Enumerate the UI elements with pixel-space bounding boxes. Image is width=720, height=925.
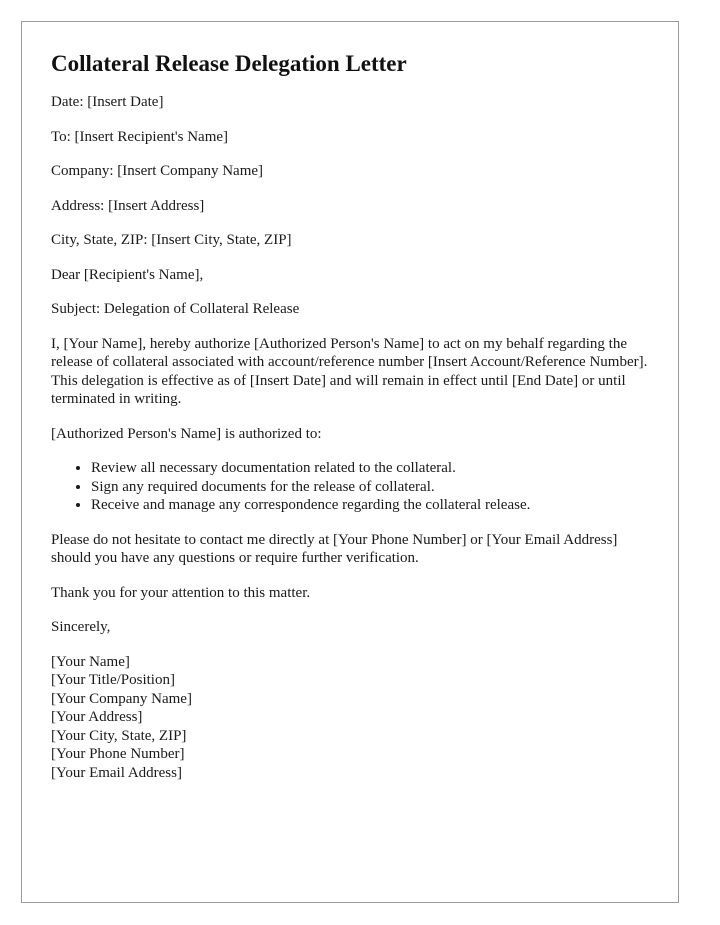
letter-content: [51, 50, 651, 782]
signature-block: [51, 653, 651, 783]
contact-paragraph: Please do not hesitate to contact me directly at [Your Phone Number] or [Your Email Address] should you have any questions or require further verification.: [51, 531, 618, 566]
duties-list: [51, 459, 651, 515]
signature-title: [Your Title/Position]: [51, 672, 175, 688]
city-state-zip-line: City, State, ZIP: [Insert City, State, ZIP]: [51, 232, 292, 248]
signature-company: [Your Company Name]: [51, 690, 192, 707]
duty-item: • Review all necessary documentation related to the collateral.: [91, 459, 651, 478]
closing: Sincerely,: [51, 619, 111, 635]
subject-line: Subject: Delegation of Collateral Release: [51, 301, 300, 317]
address-line: Address: [Insert Address]: [51, 197, 205, 214]
duty-item: • Sign any required documents for the release of collateral.: [91, 478, 651, 497]
signature-address: [Your Address]: [51, 709, 143, 725]
signature-city: [Your City, State, ZIP]: [51, 727, 187, 744]
letter-title: Collateral Release Delegation Letter: [51, 51, 407, 76]
signature-email: [Your Email Address]: [51, 764, 182, 781]
salutation: Dear [Recipient's Name],: [51, 266, 204, 283]
company-line: Company: [Insert Company Name]: [51, 163, 264, 179]
date-line: Date: [Insert Date]: [51, 94, 164, 110]
letter-page: [21, 21, 679, 903]
signature-phone: [Your Phone Number]: [51, 746, 185, 762]
duty-item: • Receive and manage any correspondence regarding the collateral release.: [91, 496, 651, 515]
recipient-line: To: [Insert Recipient's Name]: [51, 128, 229, 145]
authorized-intro: [Authorized Person's Name] is authorized to:: [51, 425, 322, 442]
thanks-line: Thank you for your attention to this matter.: [51, 584, 311, 601]
body-paragraph: I, [Your Name], hereby authorize [Authorized Person's Name] to act on my behalf regarding the release of collateral associated with account/reference number [Insert Account/Reference Number]. This delegation is effective as of [Insert Date] and will remain in effect until [End Date] or until terminated in writing.: [51, 335, 648, 407]
signature-name: [Your Name]: [51, 653, 130, 670]
